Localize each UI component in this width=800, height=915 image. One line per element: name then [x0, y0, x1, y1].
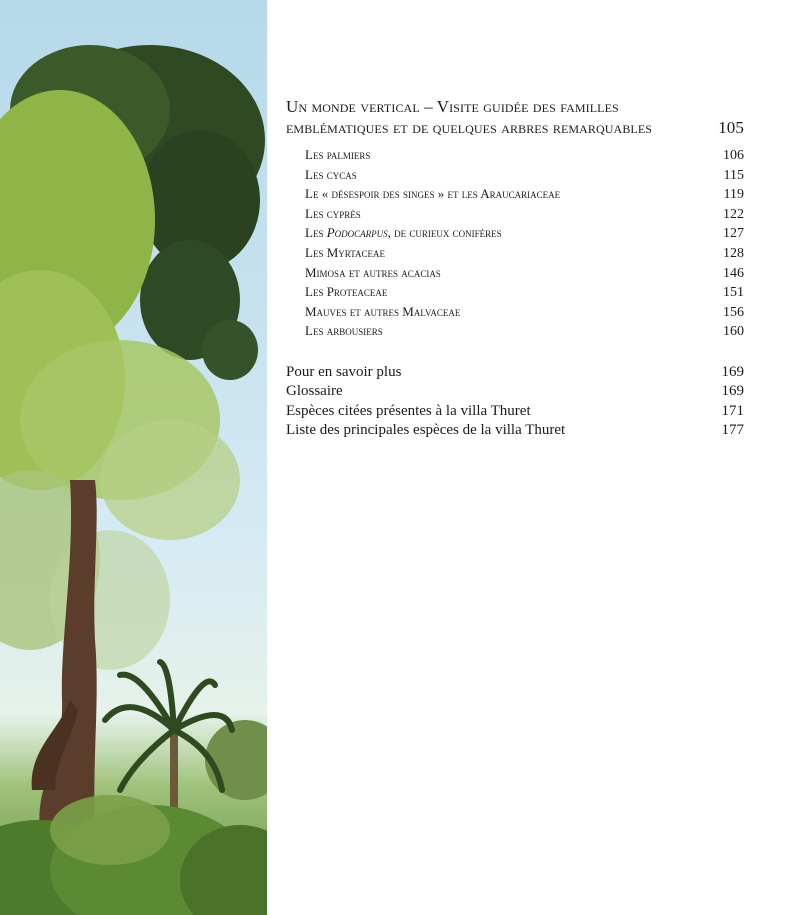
toc-entry-page: 160	[723, 324, 744, 340]
garden-trees-photo	[0, 0, 267, 915]
appendix-entry-label: Espèces citées présentes à la villa Thuret	[286, 402, 531, 419]
appendix-entry-label: Glossaire	[286, 383, 343, 400]
toc-entry-page: 156	[723, 304, 744, 320]
appendix-entry-page: 171	[721, 402, 744, 419]
toc-entry	[305, 304, 744, 324]
toc-entry-page: 151	[723, 285, 744, 301]
toc-entry-page: 122	[723, 206, 744, 222]
toc-entry-page: 128	[723, 245, 744, 261]
appendix-entry	[286, 383, 744, 403]
toc-entry	[305, 186, 744, 206]
toc-entry-page: 115	[723, 167, 744, 183]
appendix-entry-page: 169	[721, 383, 744, 400]
appendix-entry-label: Liste des principales espèces de la villa Thuret	[286, 422, 566, 439]
toc-entry	[305, 225, 744, 245]
toc-entry	[305, 147, 744, 167]
toc-entry	[305, 206, 744, 226]
toc-entry-label: Les Myrtaceae	[305, 244, 385, 260]
toc-entry-label: Les cycas	[305, 166, 357, 182]
appendix-entry-page: 169	[721, 363, 744, 380]
toc-entry-page: 146	[723, 265, 744, 281]
toc-entry-page: 119	[723, 187, 744, 203]
toc-entry-label: Le « désespoir des singes » et les Araucariaceae	[305, 186, 561, 202]
toc-entry-label: Les cyprès	[305, 205, 361, 221]
toc-entry-label: Les Proteaceae	[305, 284, 388, 300]
section-title	[286, 96, 744, 138]
section-page: 105	[718, 118, 744, 137]
table-of-contents	[286, 96, 744, 442]
appendix-entry-page: 177	[721, 422, 744, 439]
toc-entry-label-post: , de curieux conifères	[387, 225, 502, 241]
appendix-entries	[286, 364, 744, 442]
appendix-entry	[286, 403, 744, 423]
toc-entry-label: Mimosa et autres acacias	[305, 264, 441, 280]
toc-entry-label	[305, 225, 502, 241]
toc-entry-label: Mauves et autres Malvaceae	[305, 303, 461, 319]
toc-entry-label-pre: Les	[305, 225, 327, 241]
toc-entry-page: 106	[723, 148, 744, 163]
toc-entry-label-italic: Podocarpus	[326, 225, 388, 241]
toc-entry-label: Les arbousiers	[305, 323, 383, 339]
appendix-entry	[286, 364, 744, 384]
section-title-line2: emblématiques et de quelques arbres remarquables	[286, 118, 653, 137]
tree-illustration-icon	[0, 0, 267, 915]
appendix-entry-label: Pour en savoir plus	[286, 363, 402, 380]
section-entries	[286, 147, 744, 343]
section-title-line1: Un monde vertical – Visite guidée des familles	[286, 97, 619, 116]
toc-entry	[305, 284, 744, 304]
appendix-entry	[286, 422, 744, 442]
toc-entry	[305, 167, 744, 187]
toc-entry-page: 127	[723, 226, 744, 242]
toc-entry	[305, 245, 744, 265]
toc-entry-label: Les palmiers	[305, 147, 371, 162]
toc-entry	[305, 323, 744, 343]
toc-entry	[305, 265, 744, 285]
